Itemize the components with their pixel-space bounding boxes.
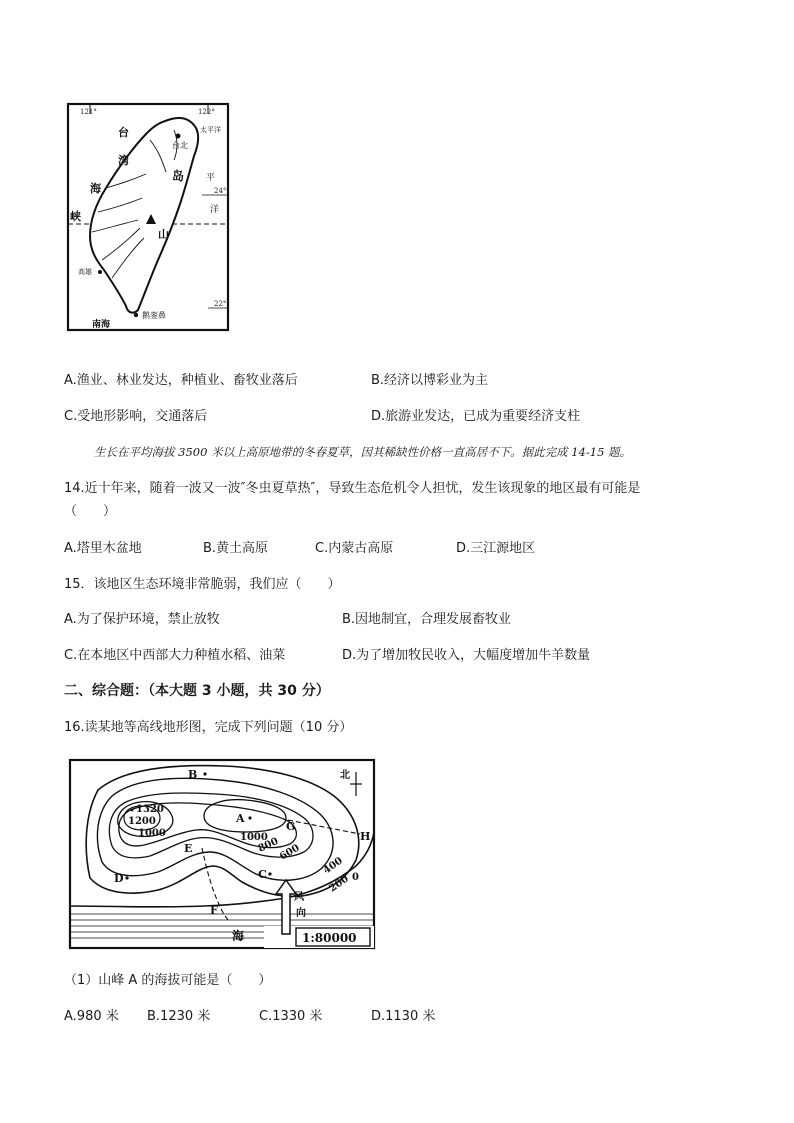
q14-option-c: C.内蒙古高原: [315, 541, 394, 556]
label-shan: 山: [158, 228, 169, 241]
label-ping: 平: [206, 173, 216, 183]
q16-option-d: D.1130 米: [371, 1009, 436, 1024]
q13-option-a: A.渔业、林业发达，种植业、畜牧业落后: [64, 373, 298, 388]
point-c-label: C: [258, 868, 267, 881]
elev-1000-right-label: 1000: [240, 832, 268, 843]
label-dao: 岛: [172, 169, 185, 183]
q13-option-c: C.受地形影响，交通落后: [64, 409, 208, 424]
elev-1200-label: 1200: [128, 816, 156, 827]
sea-label: 海: [232, 929, 245, 943]
lon-right-label: 122°: [198, 108, 215, 116]
eluanbi-dot: [134, 313, 138, 317]
q13-option-d: D.旅游业发达，已成为重要经济支柱: [371, 409, 581, 424]
south-sea-label: 南海: [92, 320, 111, 330]
q15-option-d: D.为了增加牧民收入，大幅度增加牛羊数量: [342, 648, 591, 663]
lon-left-label: 121°: [80, 108, 97, 116]
q15-option-a: A.为了保护环境，禁止放牧: [64, 612, 220, 627]
taiwan-map: [62, 100, 238, 334]
q16-option-c: C.1330 米: [259, 1009, 323, 1024]
q16-option-b: B.1230 米: [147, 1009, 211, 1024]
point-h-label: H: [360, 830, 371, 843]
label-tai: 台: [118, 126, 129, 139]
lat-mid-label: 24°: [214, 187, 227, 195]
elev-200-label: 200: [327, 873, 351, 895]
scale-label: 1:80000: [302, 931, 357, 945]
lat-bottom-label: 22°: [214, 300, 227, 308]
label-yang: 洋: [210, 205, 220, 215]
north-label: 北: [340, 770, 350, 781]
point-d-label: D: [114, 872, 124, 885]
q15-option-c: C.在本地区中西部大力种植水稻、油菜: [64, 648, 286, 663]
taipei-dot: [176, 134, 181, 139]
elev-1000-left-label: 1000: [138, 828, 166, 839]
elev-peak-label: 1320: [136, 804, 164, 815]
passage-text: 生长在平均海拔 3500 米以上高原地带的冬春夏草，因其稀缺性价格一直高居不下。据此完成 14-15 题。: [94, 445, 632, 459]
q14-option-d: D.三江源地区: [456, 541, 536, 556]
label-xia: 峡: [70, 210, 81, 223]
q14-option-a: A.塔里木盆地: [64, 541, 142, 556]
wind-label-2: 向: [296, 908, 306, 919]
wind-label-1: 风: [294, 892, 304, 903]
q13-option-b: B.经济以博彩业为主: [371, 373, 489, 388]
eluanbi-label: 鹅銮鼻: [142, 311, 166, 320]
q14-blank: （ ）: [64, 504, 117, 519]
point-b-label: B: [188, 768, 198, 781]
q14-stem: 14.近十年来，随着一波又一波″冬虫夏草热″，导致生态危机令人担忧，发生该现象的地区最有可能是: [64, 481, 641, 496]
elev-600-label: 600: [278, 842, 302, 863]
q16-stem: 16.读某地等高线地形图，完成下列问题（10 分）: [64, 720, 353, 735]
label-hai: 海: [90, 182, 101, 195]
point-g-label: G: [286, 820, 296, 833]
elev-0-label: 0: [352, 872, 359, 883]
kaohsiung-dot: [98, 270, 102, 274]
point-a-label: A: [236, 812, 245, 825]
point-f-label: F: [210, 904, 218, 917]
elev-400-label: 400: [321, 855, 345, 877]
point-e-label: E: [184, 842, 193, 855]
label-wan: 湾: [118, 154, 129, 167]
section-2-heading: 二、综合题：（本大题 3 小题，共 30 分）: [64, 683, 330, 699]
east-label: 太平洋: [200, 126, 221, 134]
q15-option-b: B.因地制宜，合理发展畜牧业: [342, 612, 512, 627]
elev-800-label: 800: [256, 835, 281, 855]
q16-option-a: A.980 米: [64, 1009, 119, 1024]
q15-stem: 15．该地区生态环境非常脆弱，我们应（ ）: [64, 577, 341, 592]
contour-map: [64, 756, 378, 952]
kaohsiung-label: 高雄: [78, 268, 92, 276]
taipei-label: 台北: [172, 141, 188, 150]
q14-option-b: B.黄土高原: [203, 541, 269, 556]
q16-sub1-stem: （1）山峰 A 的海拔可能是（ ）: [64, 973, 272, 988]
